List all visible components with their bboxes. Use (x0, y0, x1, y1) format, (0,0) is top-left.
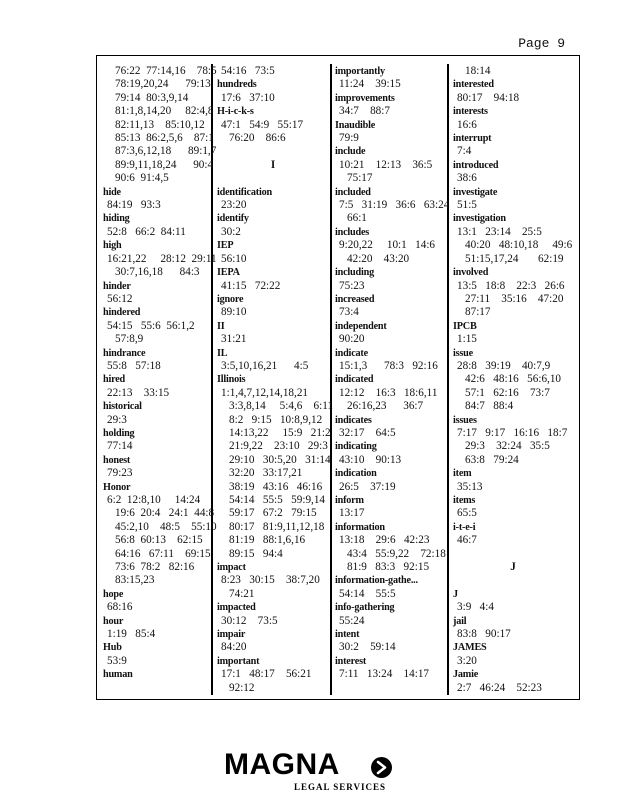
page-line-reference: 13:18 29:6 42:23 (339, 534, 430, 547)
index-term: impact (217, 562, 246, 574)
index-term: info-gathering (335, 602, 395, 614)
index-term: indication (335, 468, 377, 480)
index-term: important (217, 655, 260, 667)
index-term: human (103, 669, 133, 681)
page-line-reference: 16:6 (457, 118, 477, 131)
page-line-reference: 56:10 (221, 252, 247, 265)
page-line-reference-continued: 87:3,6,12,18 89:1,7 (115, 145, 217, 158)
page-line-reference-continued: 32:20 33:17,21 (229, 467, 303, 480)
index-column-3 (335, 65, 450, 682)
page-line-reference: 68:16 (107, 601, 133, 614)
page-line-reference-continued: 19:6 20:4 24:1 44:8 (115, 507, 215, 520)
page-line-reference-continued: 43:4 55:9,22 72:18 (347, 547, 446, 560)
page-line-reference: 80:17 94:18 (457, 91, 520, 104)
page-line-reference-continued: 79:14 80:3,9,14 (115, 91, 189, 104)
index-term: introduced (453, 159, 499, 171)
index-term: issue (453, 347, 473, 359)
index-term: interested (453, 79, 494, 91)
index-term: IL (217, 347, 228, 359)
page-number: Page 9 (518, 36, 565, 51)
index-term: intent (335, 629, 360, 641)
page-line-reference-continued: 85:13 86:2,5,6 87:1 (115, 132, 214, 145)
page-line-reference-continued: 82:11,13 85:10,12 (115, 118, 205, 131)
index-column-4 (453, 65, 573, 695)
index-term: item (453, 468, 472, 480)
page-line-reference-continued: 14:13,22 15:9 21:2 (229, 426, 331, 439)
index-term: historical (103, 401, 142, 413)
page-line-reference: 73:4 (339, 306, 359, 319)
page-line-reference: 77:14 (107, 440, 133, 453)
index-column-2 (217, 65, 334, 695)
index-term: investigation (453, 213, 506, 225)
page-line-reference: 54:14 55:5 (339, 587, 396, 600)
column-divider (330, 64, 332, 695)
index-term: identify (217, 213, 249, 225)
section-letter: I (270, 158, 276, 171)
page-line-reference: 6:2 12:8,10 14:24 (107, 494, 201, 506)
page-line-reference: 30:2 (221, 225, 241, 238)
page-line-reference: 83:8 90:17 (457, 628, 511, 641)
index-term: identification (217, 186, 272, 198)
index-term: interests (453, 106, 488, 118)
index-term: increased (335, 293, 375, 305)
page-line-reference: 89:10 (221, 306, 247, 319)
page-line-reference: 41:15 72:22 (221, 279, 281, 292)
page-line-reference-continued: 89:15 94:4 (229, 547, 283, 560)
index-term: hindered (103, 307, 141, 319)
page-line-reference: 43:10 90:13 (339, 453, 402, 466)
index-frame (96, 55, 580, 700)
magna-logo (0, 748, 618, 796)
page-line-reference: 65:5 (457, 507, 477, 520)
index-term: information (335, 521, 385, 533)
index-term: JAMES (453, 642, 487, 654)
page-line-reference-continued: 80:17 81:9,11,12,18 (229, 520, 325, 533)
page-line-reference: 35:13 (457, 480, 483, 493)
page-line-reference-continued: 38:19 43:16 46:16 (229, 480, 323, 493)
spacer (217, 172, 329, 185)
page-line-reference-continued: 27:11 35:16 47:20 (465, 292, 564, 305)
index-term: improvements (335, 92, 395, 104)
index-term: interrupt (453, 133, 492, 145)
index-term: jail (453, 615, 467, 627)
index-term: ignore (217, 293, 244, 305)
index-term: honest (103, 454, 131, 466)
page-line-reference-continued: 74:21 (229, 587, 255, 600)
page-line-reference: 75:23 (339, 279, 365, 292)
page-line-reference: 11:24 39:15 (339, 78, 401, 91)
page-line-reference-continued: 56:8 60:13 62:15 (115, 534, 203, 547)
page-line-reference: 46:7 (457, 534, 477, 547)
page-line-reference-continued: 21:9,22 23:10 29:3 (229, 440, 328, 453)
page-line-reference: 28:8 39:19 40:7,9 (457, 359, 551, 372)
page-line-reference-continued: 76:20 86:6 (229, 132, 286, 145)
index-term: Illinois (217, 374, 246, 386)
index-term: including (335, 267, 374, 279)
page-line-reference-continued: 57:8,9 (115, 333, 144, 346)
index-term: hundreds (217, 79, 257, 91)
page-line-reference-continued: 45:2,10 48:5 55:10 (115, 520, 217, 533)
column-divider (447, 64, 449, 695)
page-line-reference-continued: 87:17 (465, 306, 491, 319)
page-line-reference: 29:3 (107, 413, 127, 426)
index-term: inform (335, 495, 364, 506)
page-line-reference: 15:1,3 78:3 92:16 (339, 359, 438, 372)
index-term: Honor (103, 481, 131, 493)
logo-wordmark: MAGNA (224, 748, 340, 781)
index-term: include (335, 146, 366, 158)
page-line-reference-continued: 54:14 55:5 59:9,14 (229, 494, 326, 506)
page-line-reference-continued: 30:7,16,18 84:3 (115, 266, 200, 279)
page-line-reference-continued: 51:15,17,24 62:19 (465, 252, 564, 265)
index-term: includes (335, 226, 370, 238)
page-line-reference: 22:13 33:15 (107, 386, 170, 399)
page-line-reference-continued: 84:7 88:4 (465, 400, 514, 413)
page-line-reference: 17:6 37:10 (221, 91, 275, 104)
page-line-reference: 7:4 (457, 145, 472, 158)
index-term: Inaudible (335, 119, 376, 131)
page-line-reference: 3:20 (457, 654, 477, 667)
page-line-reference-continued: 42:20 43:20 (347, 252, 410, 265)
logo-subtitle: LEGAL SERVICES (294, 782, 386, 792)
index-term: issues (453, 414, 477, 426)
index-term: holding (103, 427, 135, 439)
index-term: J (453, 588, 458, 600)
index-term: independent (335, 320, 387, 332)
index-term: investigate (453, 186, 498, 198)
index-term: indicate (335, 347, 368, 359)
index-term: included (335, 186, 371, 198)
page-line-reference-continued: 73:6 78:2 82:16 (115, 561, 195, 574)
page-line-reference-continued: 81:9 83:3 92:15 (347, 561, 430, 574)
page-line-reference: 7:5 31:19 36:6 63:24 (339, 199, 450, 212)
page-line-reference: 55:8 57:18 (107, 359, 161, 372)
page-line-reference-continued: 81:1,8,14,20 82:4,8 (115, 105, 214, 118)
page-line-reference-continued: 57:1 62:16 73:7 (465, 386, 550, 399)
page-line-reference: 1:15 (457, 333, 477, 346)
page-line-reference-continued: 63:8 79:24 (465, 453, 519, 466)
page-line-reference-continued: 3:3,8,14 5:4,6 6:11 (229, 400, 334, 413)
page-line-reference: 23:20 (221, 199, 247, 212)
index-term: hindrance (103, 347, 146, 359)
page-line-reference: 84:19 93:3 (107, 199, 161, 212)
index-term: IPCB (453, 320, 477, 332)
page-line-reference: 30:2 59:14 (339, 641, 396, 654)
index-term: II (217, 320, 225, 332)
index-term: information-gathe... (335, 575, 418, 587)
page-line-reference: 38:6 (457, 172, 477, 185)
page-line-reference: 84:20 (221, 641, 247, 654)
page-line-reference: 53:9 (107, 654, 127, 667)
spacer (217, 145, 329, 158)
page-line-reference: 1:19 85:4 (107, 628, 156, 641)
page-line-reference: 32:17 64:5 (339, 426, 396, 439)
index-term: impacted (217, 602, 256, 614)
index-term: H-i-c-k-s (217, 106, 254, 118)
page-line-reference-continued: 26:16,23 36:7 (347, 400, 424, 413)
index-term: items (453, 495, 476, 506)
page-line-reference-continued: 75:17 (347, 172, 373, 185)
index-term: involved (453, 267, 489, 279)
page-line-reference: 13:1 23:14 25:5 (457, 225, 542, 238)
index-term: importantly (335, 66, 385, 77)
index-term: Hub (103, 642, 122, 654)
page-line-reference: 90:20 (339, 333, 365, 346)
page-line-reference: 12:12 16:3 18:6,11 (339, 386, 438, 399)
index-term: hour (103, 615, 124, 627)
index-term: high (103, 240, 122, 252)
index-term: hope (103, 588, 124, 600)
page-line-reference-continued: 92:12 (229, 681, 255, 694)
page-line-reference: 31:21 (221, 333, 247, 346)
page-line-reference: 7:17 9:17 16:16 18:7 (457, 426, 568, 439)
chevron-right-icon (371, 757, 392, 778)
index-term: indicated (335, 374, 374, 386)
page-line-reference-continued: 81:19 88:1,6,16 (229, 534, 306, 547)
page-line-reference-continued: 18:14 (465, 65, 491, 77)
page-line-reference: 56:12 (107, 292, 133, 305)
page-line-reference: 30:12 73:5 (221, 614, 278, 627)
index-term: i-t-e-i (453, 521, 476, 533)
index-term: indicating (335, 441, 377, 453)
page-line-reference: 1:1,4,7,12,14,18,21 (221, 386, 309, 399)
page-line-reference: 51:5 (457, 199, 477, 212)
page-line-reference: 47:1 54:9 55:17 (221, 118, 304, 131)
index-term: hiding (103, 213, 130, 225)
page-line-reference-continued: 66:1 (347, 212, 367, 225)
index-term: hired (103, 374, 126, 386)
index-term: hinder (103, 280, 131, 292)
page-line-reference: 79:23 (107, 467, 133, 480)
page-line-reference: 55:24 (339, 614, 365, 627)
page-line-reference-continued: 90:6 91:4,5 (115, 172, 169, 185)
index-term: Jamie (453, 669, 479, 681)
page-line-reference-continued: 76:22 77:14,16 78:5 (115, 65, 217, 77)
page-line-reference-continued: 59:17 67:2 79:15 (229, 507, 317, 520)
page-line-reference-continued: 89:9,11,18,24 90:4 (115, 158, 214, 171)
page-line-reference: 13:17 (339, 507, 365, 520)
page-line-reference: 9:20,22 10:1 14:6 (339, 239, 436, 252)
page-line-reference: 16:21,22 28:12 29:11 (107, 252, 217, 265)
page-line-reference: 17:1 48:17 56:21 (221, 668, 312, 681)
index-term: interest (335, 655, 367, 667)
page-line-reference: 34:7 88:7 (339, 105, 390, 118)
index-term: indicates (335, 414, 372, 426)
page-line-reference-continued: 78:19,20,24 79:13 (115, 78, 211, 91)
section-letter: J (510, 561, 516, 574)
page-line-reference: 3:9 4:4 (457, 601, 494, 614)
page-line-reference: 13:5 18:8 22:3 26:6 (457, 279, 565, 292)
page-line-reference-continued: 29:3 32:24 35:5 (465, 440, 550, 453)
spacer (453, 548, 573, 561)
index-column-1 (103, 65, 217, 682)
page-line-reference-continued: 42:6 48:16 56:6,10 (465, 373, 562, 386)
page-line-reference: 54:16 73:5 (221, 65, 275, 77)
page-line-reference: 7:11 13:24 14:17 (339, 668, 430, 681)
index-term: hide (103, 186, 121, 198)
page-line-reference-continued: 83:15,23 (115, 574, 155, 587)
page-line-reference-continued: 64:16 67:11 69:15 (115, 547, 211, 560)
page-line-reference: 8:23 30:15 38:7,20 (221, 574, 320, 587)
page-line-reference: 2:7 46:24 52:23 (457, 681, 542, 694)
index-term: impair (217, 629, 246, 641)
spacer (453, 574, 573, 587)
page-line-reference: 79:9 (339, 132, 359, 145)
page-line-reference-continued: 40:20 48:10,18 49:6 (465, 239, 573, 252)
index-term: IEPA (217, 267, 240, 279)
page-line-reference-continued: 29:10 30:5,20 31:14 (229, 453, 331, 466)
page-line-reference: 10:21 12:13 36:5 (339, 158, 433, 171)
page-line-reference: 3:5,10,16,21 4:5 (221, 359, 309, 372)
page-line-reference: 52:8 66:2 84:11 (107, 225, 186, 238)
page-line-reference-continued: 8:2 9:15 10:8,9,12 (229, 413, 323, 426)
page-line-reference: 54:15 55:6 56:1,2 (107, 319, 195, 332)
index-term: IEP (217, 240, 234, 252)
page-line-reference: 26:5 37:19 (339, 480, 396, 493)
